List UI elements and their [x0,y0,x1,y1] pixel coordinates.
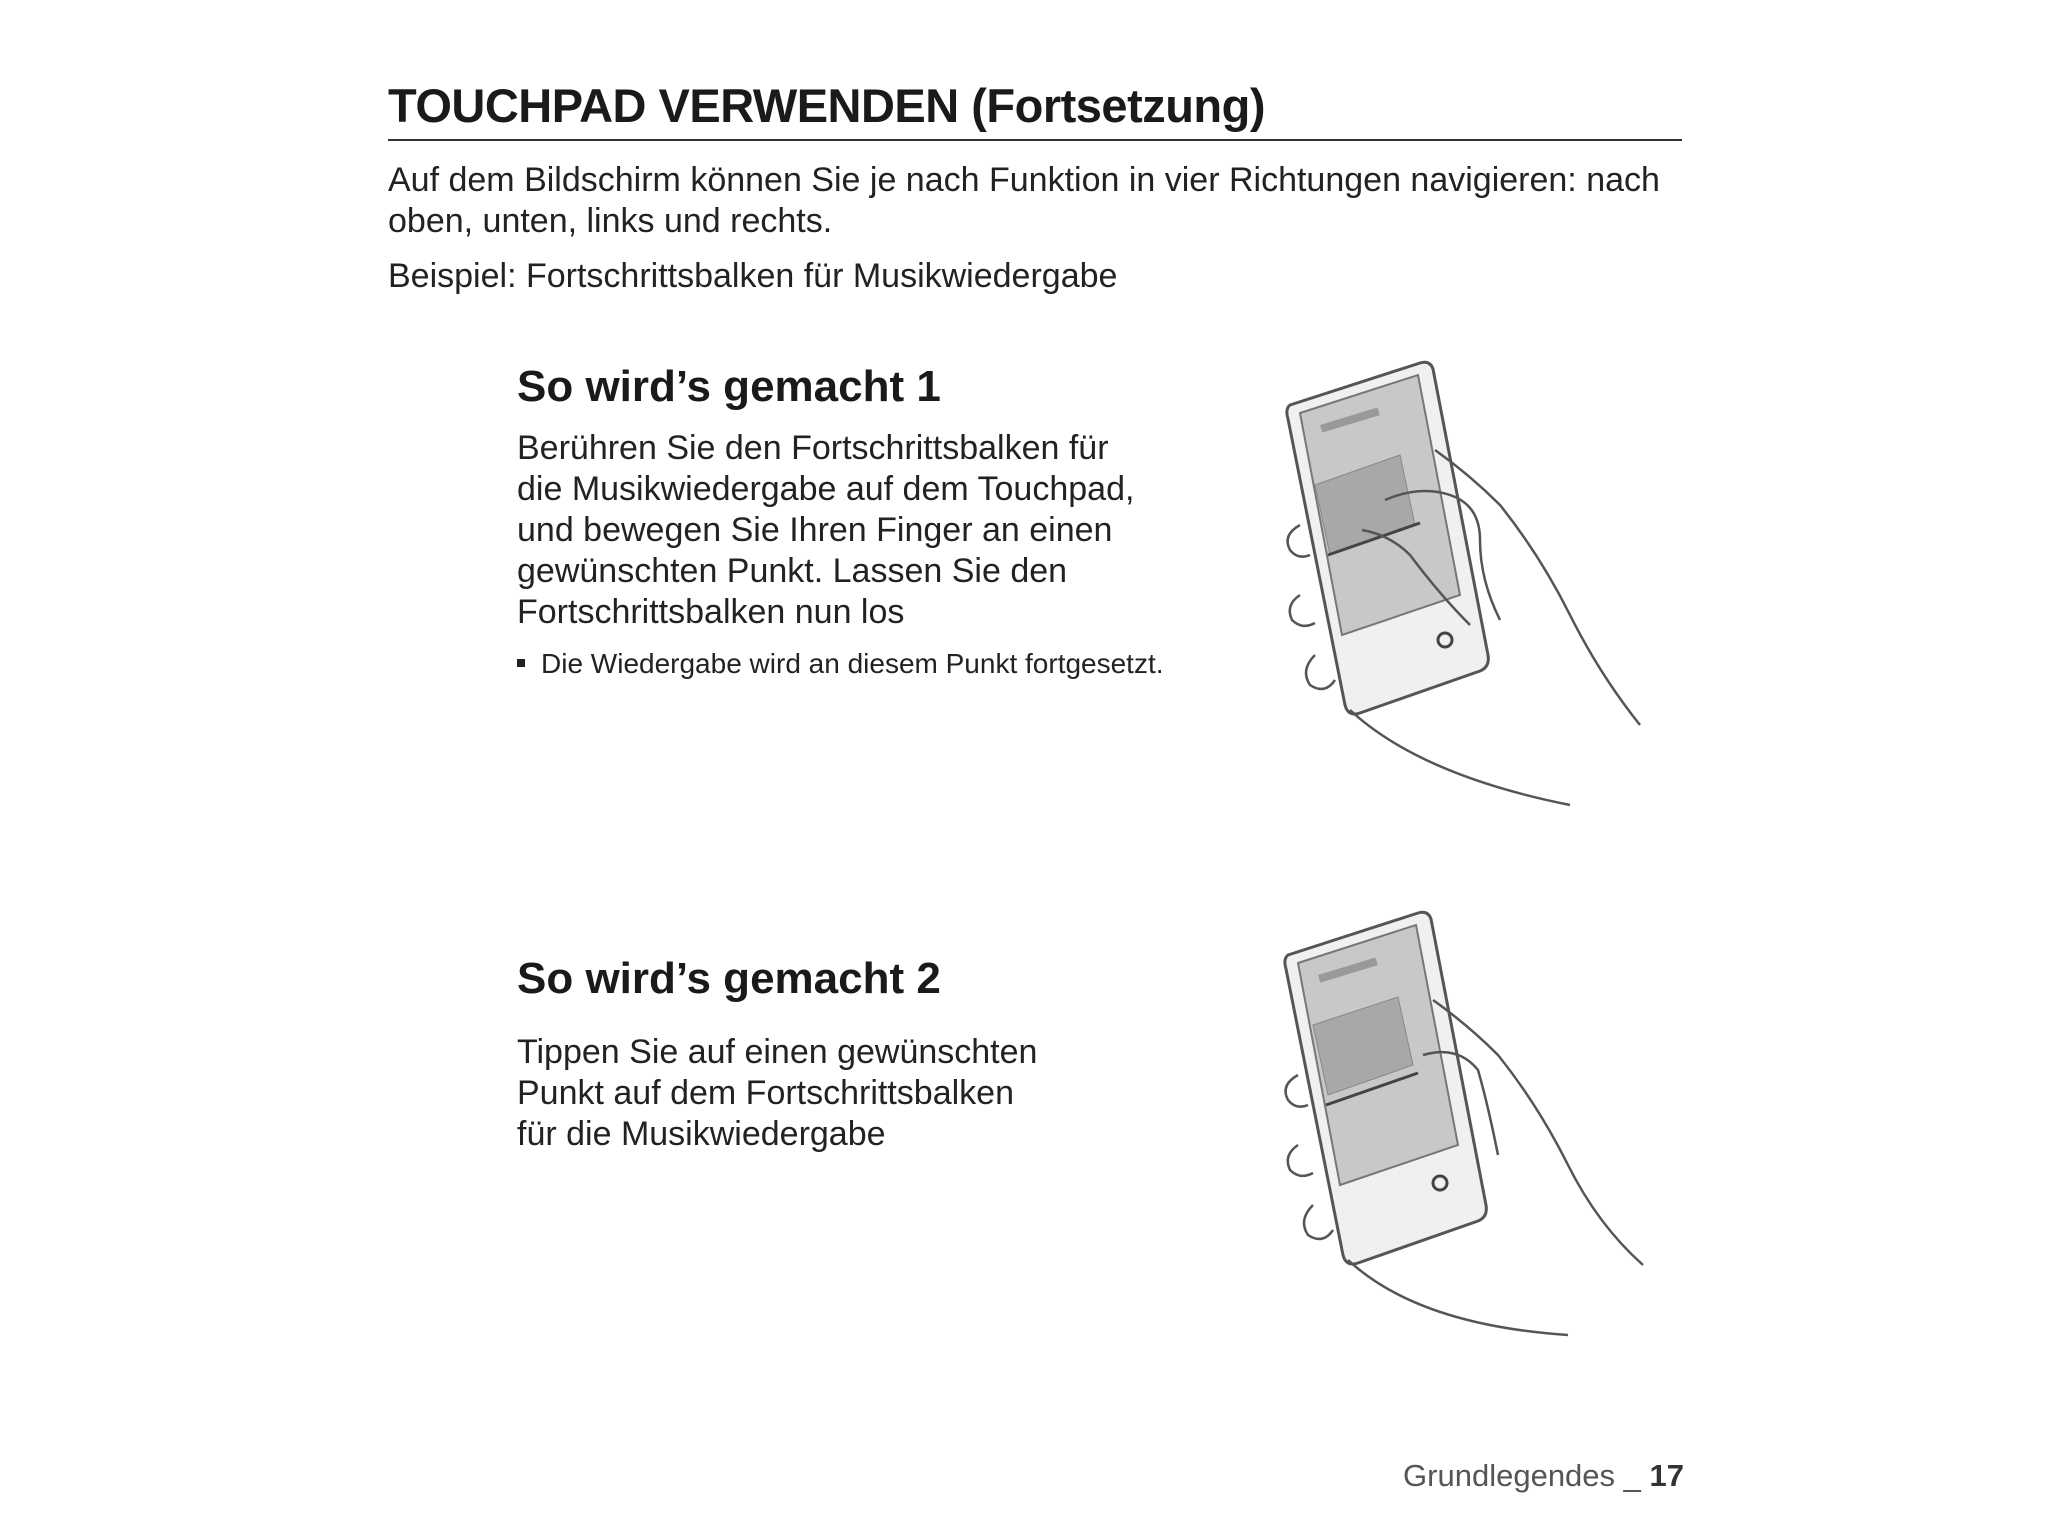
media-player-device [1285,912,1486,1264]
section2-line: Punkt auf dem Fortschrittsbalken [517,1074,1015,1112]
section1-note-text: Die Wiedergabe wird an diesem Punkt fortgesetzt. [541,648,1164,679]
section2-heading: So wird’s gemacht 2 [517,954,941,1003]
example-line: Beispiel: Fortschrittsbalken für Musikwiedergabe [388,257,1118,295]
page-title: TOUCHPAD VERWENDEN (Fortsetzung) [388,79,1265,132]
title-divider [388,139,1682,141]
section1-line: Fortschrittsbalken nun los [517,593,905,631]
section1-heading: So wird’s gemacht 1 [517,362,941,411]
hand-tap-illustration [1268,905,1688,1365]
section2-body [517,1032,1037,1155]
page-number: 17 [1649,1458,1684,1493]
section2-line: Tippen Sie auf einen gewünschten [517,1033,1038,1071]
page-footer [1403,1458,1684,1494]
intro-paragraph: Auf dem Bildschirm können Sie je nach Funktion in vier Richtungen navigieren: nach oben, unten, links und rechts. [388,161,1660,240]
section1-line: und bewegen Sie Ihren Finger an einen [517,511,1113,549]
section1-line: die Musikwiedergabe auf dem Touchpad, [517,470,1135,508]
section2-line: für die Musikwiedergabe [517,1115,886,1153]
footer-section-name: Grundlegendes _ [1403,1458,1650,1493]
bullet-icon [517,659,525,667]
section1-line: gewünschten Punkt. Lassen Sie den [517,552,1068,590]
hand-drag-illustration [1270,355,1690,815]
section1-line: Berühren Sie den Fortschrittsbalken für [517,429,1109,467]
section1-note [517,648,1164,680]
section1-body [517,428,1134,633]
